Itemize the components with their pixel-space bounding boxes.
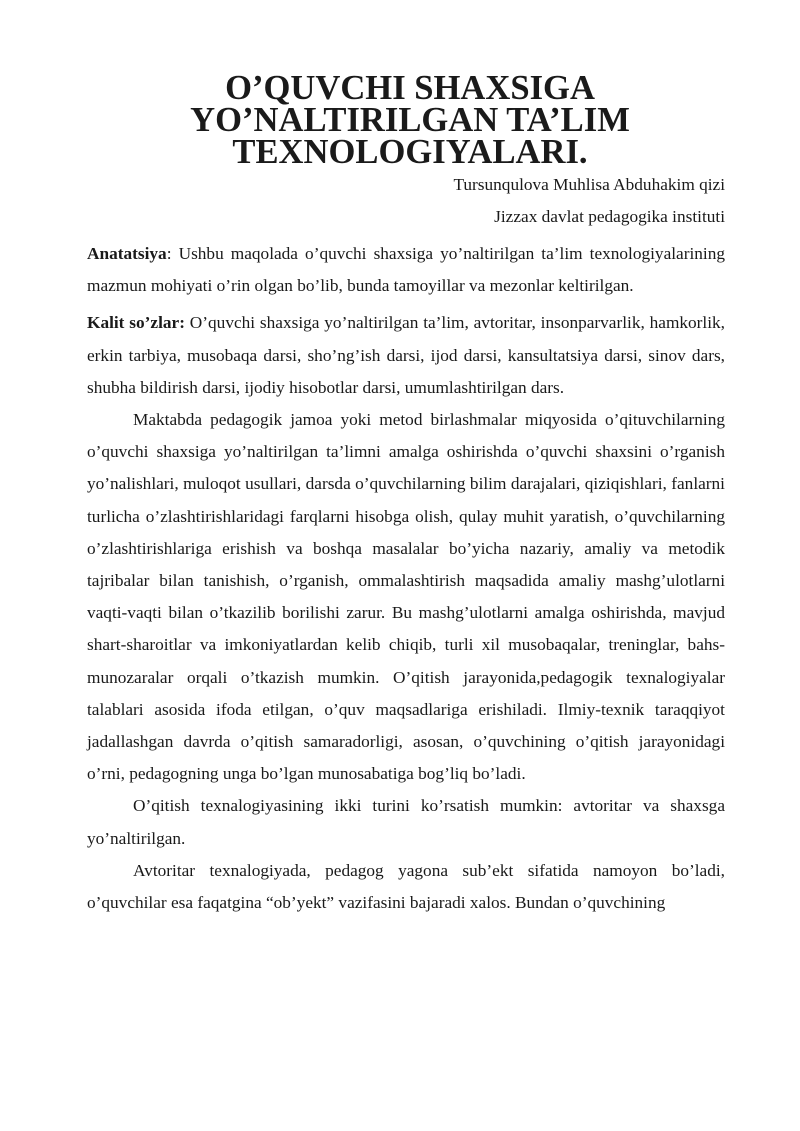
abstract-label: Anatatsiya [87,244,167,264]
body-paragraph-1: Maktabda pedagogik jamoa yoki metod birlashmalar miqyosida o’qituvchilarning o’quvchi shaxsiga yo’naltirilgan ta’limni amalga oshirishda o’quvchi shaxsini o’rganish yo’nalishlari, muloqot usullari, darsda o’quvchilarning bilim darajalari, qiziqishlari, fanlarni turlicha o’zlashtirishlaridagi farqlarni hisobga olish, qulay muhit yaratish, o’quvchilarning o’zlashtirishlariga erishish va boshqa masalalar bo’yicha nazariy, amaliy va metodik tajribalar bilan tanishish, o’rganish, ommalashtirish maqsadida amaliy mashg’ulotlarni vaqti-vaqti bilan o’tkazilib borilishi zarur. Bu mashg’ulotlarni amalga oshirishda, mavjud shart-sharoitlar va imkoniyatlardan kelib chiqib, turli xil musobaqalar, treninglar, bahs-munozaralar orqali o’tkazish mumkin. O’qitish jarayonida,pedagogik texnalogiyalar talablari asosida ifoda etilgan, o’quv maqsadlariga erishiladi. Ilmiy-texnik taraqqiyot jadallashgan davrda o’qitish samaradorligi, asosan, o’quvchining o’qitish jarayonidagi o’rni, pedagogning unga bo’lgan munosabatiga bog’liq bo’ladi. [87,410,725,784]
keywords-paragraph [87,307,725,404]
keywords-label: Kalit so’zlar: [87,313,185,333]
body-paragraph-2: O’qitish texnalogiyasining ikki turini ko’rsatish mumkin: avtoritar va shaxsga yo’naltirilgan. [87,796,725,848]
title-line-2: TEXNOLOGIYALARI. [232,133,588,172]
author-name: Tursunqulova Muhlisa Abduhakim qizi [453,174,725,194]
abstract-paragraph [87,238,725,302]
article-title [87,69,725,172]
author-affiliation: Jizzax davlat pedagogika instituti [494,206,725,226]
keywords-text: O’quvchi shaxsiga yo’naltirilgan ta’lim, avtoritar, insonparvarlik, hamkorlik, erkin tarbiya, musobaqa darsi, sho’ng’ish darsi, ijod darsi, kansultatsiya darsi, sinov dars, shubha bildirish darsi, ijodiy hisobotlar darsi, umumlashtirilgan dars. [87,313,725,397]
abstract-text: : Ushbu maqolada o’quvchi shaxsiga yo’naltirilgan ta’lim texnologiyalarining mazmun mohiyati o’rin olgan bo’lib, bunda tamoyillar va mezonlar keltirilgan. [87,244,725,296]
body-paragraph-3: Avtoritar texnalogiyada, pedagog yagona sub’ekt sifatida namoyon bo’ladi, o’quvchilar esa faqatgina “ob’yekt” vazifasini bajaradi xalos. Bundan o’quvchining [87,860,725,913]
title-line-1: O’QUVCHI SHAXSIGA YO’NALTIRILGAN TA’LIM [190,69,630,140]
document-page [87,69,725,919]
